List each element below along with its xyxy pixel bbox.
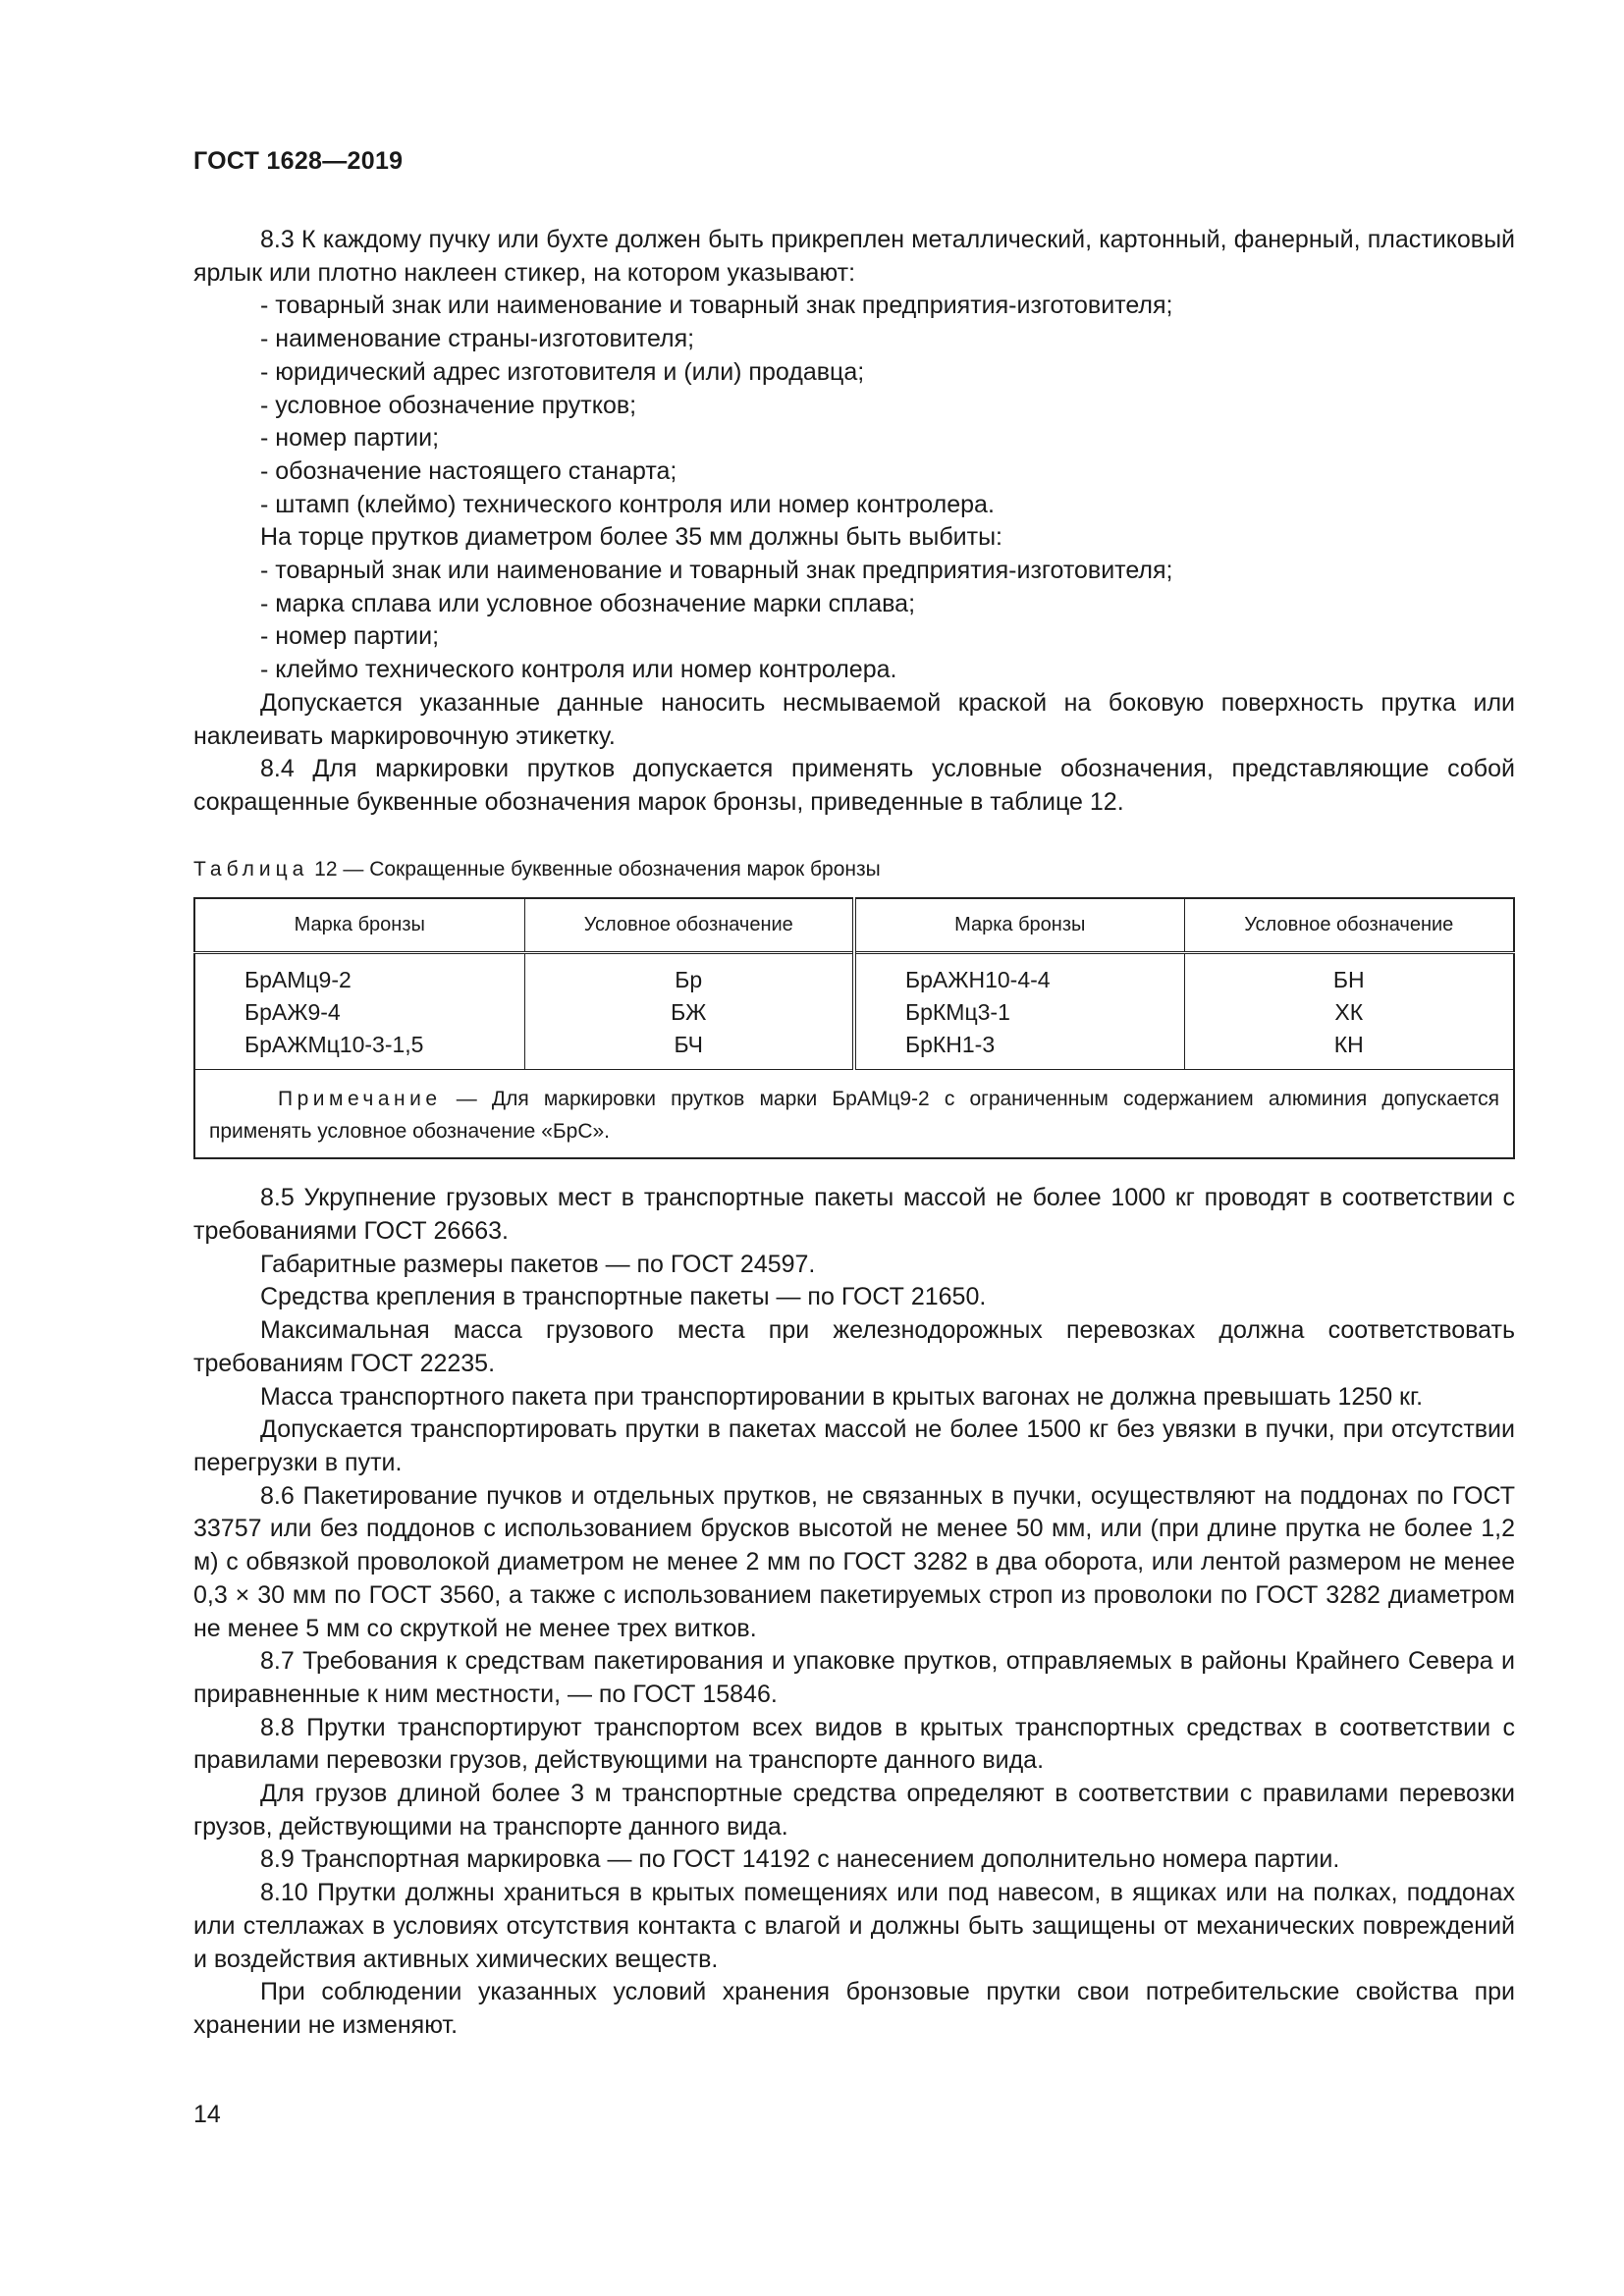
- end-marking-intro: На торце прутков диаметром более 35 мм должны быть выбиты:: [260, 523, 1003, 552]
- paragraph: 8.5 Укрупнение грузовых мест в транспортные пакеты массой не более 1000 кг проводят в соответствии с требованиями ГОСТ 26663.: [193, 1184, 1515, 1246]
- table-caption: [193, 856, 1515, 883]
- table-header-cell: Условное обозначение: [524, 898, 854, 953]
- section-8-3-allowed: Допускается указанные данные наносить несмываемой краской на боковую поверхность прутка или наклеивать маркировочную этикетку.: [193, 688, 1515, 750]
- table-cell-code: БЖ: [524, 996, 854, 1029]
- table-row: [194, 953, 1514, 997]
- paragraph: Габаритные размеры пакетов — по ГОСТ 24597.: [260, 1250, 816, 1278]
- table-cell-code: БН: [1184, 953, 1514, 997]
- paragraph: Для грузов длиной более 3 м транспортные средства определяют в соответствии с правилами перевозки грузов, действующими на транспорте данного вида.: [193, 1780, 1515, 1841]
- table-cell-grade: БрАЖМц10-3-1,5: [194, 1029, 524, 1070]
- table-cell-grade: БрКМц3-1: [854, 996, 1184, 1029]
- table-cell-grade: БрКН1-3: [854, 1029, 1184, 1070]
- paragraph: Максимальная масса грузового места при железнодорожных перевозках должна соответствовать требованиям ГОСТ 22235.: [193, 1316, 1515, 1377]
- section-8-4: 8.4 Для маркировки прутков допускается применять условные обозначения, представляющие собой сокращенные буквенные обозначения марок бронзы, приведенные в таблице 12.: [193, 755, 1515, 816]
- list-item: - обозначение настоящего станарта;: [260, 456, 677, 485]
- table-caption-text: 12 — Сокращенные буквенные обозначения марок бронзы: [308, 857, 881, 881]
- list-item: - клеймо технического контроля или номер контролера.: [260, 656, 897, 684]
- table-note-text: — Для маркировки прутков марки БрАМц9-2 с ограниченным содержанием алюминия допускается применять условное обозначение «БрС».: [209, 1088, 1499, 1144]
- table-header-cell: Марка бронзы: [854, 898, 1184, 953]
- table-header-row: [194, 898, 1514, 953]
- page-number: 14: [193, 2101, 221, 2128]
- sections-8-5-to-8-10: [193, 1182, 1515, 2042]
- table-row: [194, 996, 1514, 1029]
- bronze-grades-table: [193, 897, 1515, 1160]
- table-cell-grade: БрАМц9-2: [194, 953, 524, 997]
- paragraph: 8.7 Требования к средствам пакетирования и упаковке прутков, отправляемых в районы Крайнего Севера и приравненные к ним местности, — по ГОСТ 15846.: [193, 1647, 1515, 1708]
- list-item: - наименование страны-изготовителя;: [260, 325, 695, 353]
- list-item: - юридический адрес изготовителя и (или) продавца;: [260, 357, 865, 386]
- list-item: - товарный знак или наименование и товарный знак предприятия-изготовителя;: [260, 557, 1173, 585]
- table-header-cell: Условное обозначение: [1184, 898, 1514, 953]
- document-body: [193, 224, 1515, 2043]
- page-header-standard: ГОСТ 1628—2019: [193, 147, 404, 175]
- table-cell-grade: БрАЖН10-4-4: [854, 953, 1184, 997]
- list-item: - номер партии;: [260, 622, 440, 651]
- table-header-cell: Марка бронзы: [194, 898, 524, 953]
- paragraph: 8.10 Прутки должны храниться в крытых помещениях или под навесом, в ящиках или на полках, поддонах или стеллажах в условиях отсутствия контакта с влагой и должны быть защищены от механических повреждений и воздействия активных химических веществ.: [193, 1879, 1515, 1973]
- paragraph: Допускается транспортировать прутки в пакетах массой не более 1500 кг без увязки в пучки, при отсутствии перегрузки в пути.: [193, 1415, 1515, 1476]
- paragraph: 8.9 Транспортная маркировка — по ГОСТ 14192 с нанесением дополнительно номера партии.: [260, 1845, 1340, 1874]
- list-item: - марка сплава или условное обозначение марки сплава;: [260, 589, 916, 617]
- list-item: - номер партии;: [260, 424, 440, 453]
- table-cell-code: КН: [1184, 1029, 1514, 1070]
- paragraph: Масса транспортного пакета при транспортировании в крытых вагонах не должна превышать 1250 кг.: [260, 1382, 1424, 1411]
- table-cell-code: БЧ: [524, 1029, 854, 1070]
- table-caption-word: Таблица: [193, 857, 309, 881]
- table-cell-grade: БрАЖ9-4: [194, 996, 524, 1029]
- table-note-row: [194, 1070, 1514, 1159]
- list-item: - условное обозначение прутков;: [260, 391, 637, 419]
- paragraph: 8.6 Пакетирование пучков и отдельных прутков, не связанных в пучки, осуществляют на поддонах по ГОСТ 33757 или без поддонов с использованием брусков высотой не менее 50 мм, или (при длине прутка не более 1,2 м) с обвязкой проволокой диаметром не менее 2 мм по ГОСТ 3282 в два оборота, или лентой размером не менее 0,3 × 30 мм по ГОСТ 3560, а также с использованием пакетируемых строп из проволоки по ГОСТ 3282 диаметром не менее 5 мм со скруткой не менее трех витков.: [193, 1481, 1515, 1642]
- table-cell-code: ХК: [1184, 996, 1514, 1029]
- table-note-word: Примечание: [278, 1088, 442, 1111]
- table-cell-code: Бр: [524, 953, 854, 997]
- paragraph: Средства крепления в транспортные пакеты — по ГОСТ 21650.: [260, 1283, 987, 1311]
- table-note: [194, 1070, 1514, 1159]
- paragraph: При соблюдении указанных условий хранения бронзовые прутки свои потребительские свойства при хранении не изменяют.: [193, 1978, 1515, 2039]
- list-item: - товарный знак или наименование и товарный знак предприятия-изготовителя;: [260, 292, 1173, 320]
- table-row: [194, 1029, 1514, 1070]
- section-8-3-intro: 8.3 К каждому пучку или бухте должен быть прикреплен металлический, картонный, фанерный, пластиковый ярлык или плотно наклеен стикер, на котором указывают:: [193, 226, 1515, 287]
- list-item: - штамп (клеймо) технического контроля или номер контролера.: [260, 490, 995, 518]
- paragraph: 8.8 Прутки транспортируют транспортом всех видов в крытых транспортных средствах в соответствии с правилами перевозки грузов, действующими на транспорте данного вида.: [193, 1713, 1515, 1775]
